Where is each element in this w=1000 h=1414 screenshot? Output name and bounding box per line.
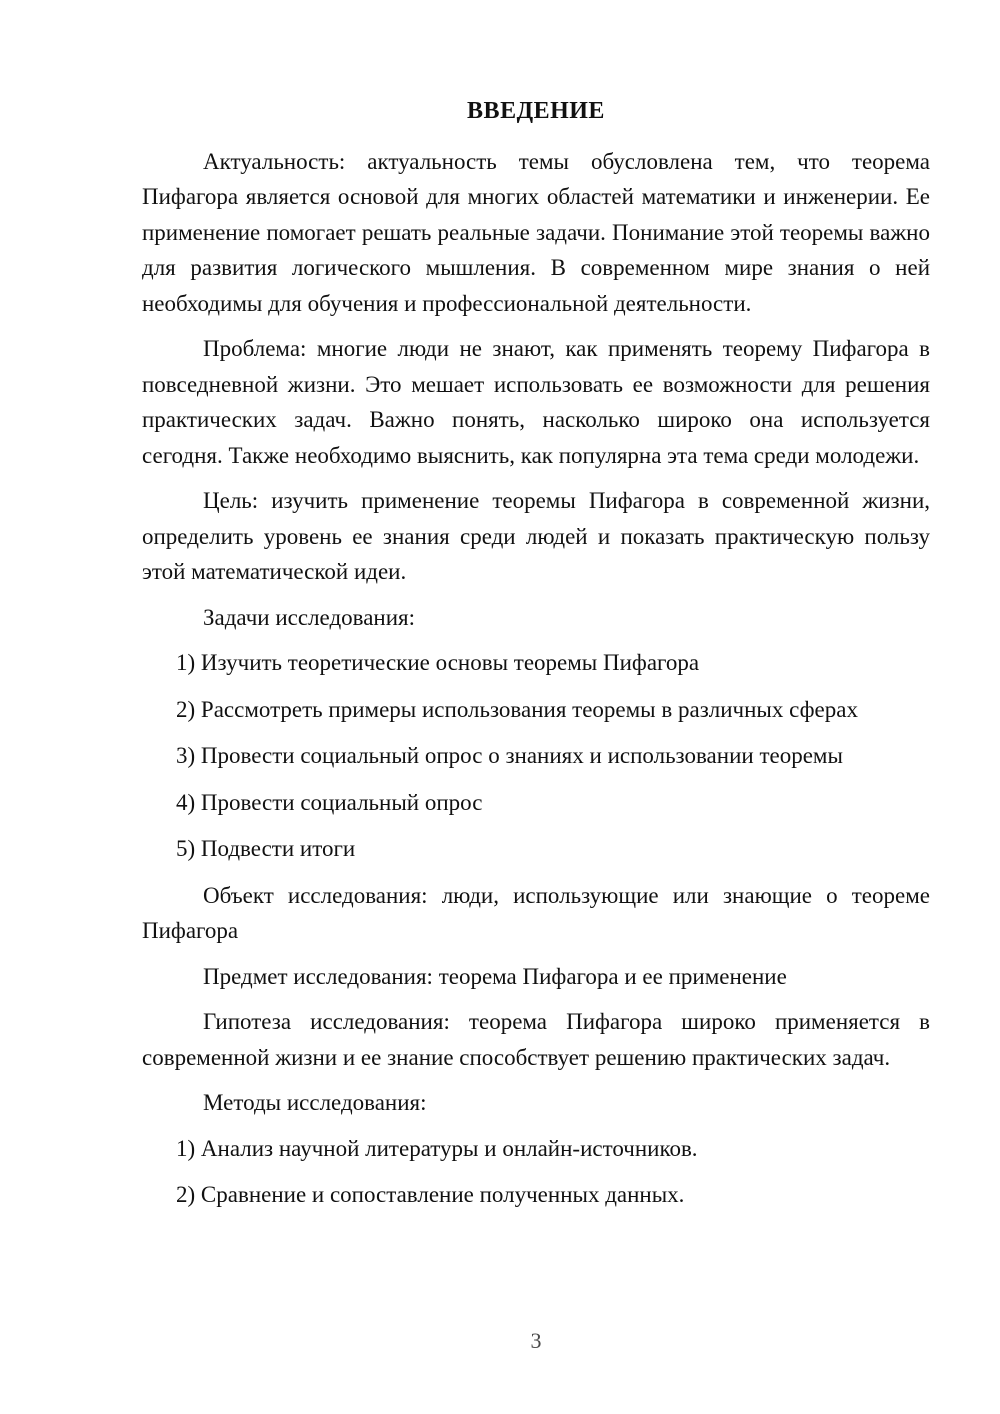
task-item-3: 3) Провести социальный опрос о знаниях и использовании теоремы: [176, 743, 843, 768]
method-item-2: 2) Сравнение и сопоставление полученных данных.: [176, 1182, 685, 1207]
paragraph-hypothesis: Гипотеза исследования: теорема Пифагора широко применяется в современной жизни и ее знание способствует решению практических задач.: [142, 1009, 930, 1070]
paragraph-problem: Проблема: многие люди не знают, как применять теорему Пифагора в повседневной жизни. Это мешает использовать ее возможности для решения практических задач. Важно понять, насколько широко она используется сегодня. Также необходимо выяснить, как популярна эта тема среди молодежи.: [142, 336, 930, 468]
paragraph-relevance: Актуальность: актуальность темы обусловлена тем, что теорема Пифагора является основой для многих областей математики и инженерии. Ее применение помогает решать реальные задачи. Понимание этой теоремы важно для развития логического мышления. В современном мире знания о ней необходимы для обучения и профессиональной деятельности.: [142, 148, 930, 316]
tasks-label: Задачи исследования:: [203, 604, 416, 630]
task-item-5: 5) Подвести итоги: [176, 836, 356, 861]
paragraph-goal: Цель: изучить применение теоремы Пифагора в современной жизни, определить уровень ее знания среди людей и показать практическую пользу этой математической идеи.: [142, 488, 930, 584]
page-number: 3: [530, 1328, 542, 1353]
paragraph-subject: Предмет исследования: теорема Пифагора и ее применение: [203, 963, 787, 989]
method-item-1: 1) Анализ научной литературы и онлайн-источников.: [176, 1135, 698, 1161]
task-item-2: 2) Рассмотреть примеры использования теоремы в различных сферах: [176, 696, 858, 722]
task-item-4: 4) Провести социальный опрос: [176, 789, 483, 815]
section-heading: ВВЕДЕНИЕ: [467, 98, 605, 124]
document-content: [142, 94, 930, 1224]
methods-label: Методы исследования:: [203, 1090, 427, 1115]
paragraph-object: Объект исследования: люди, использующие или знающие о теореме Пифагора: [142, 882, 930, 943]
task-item-1: 1) Изучить теоретические основы теоремы Пифагора: [176, 650, 700, 675]
